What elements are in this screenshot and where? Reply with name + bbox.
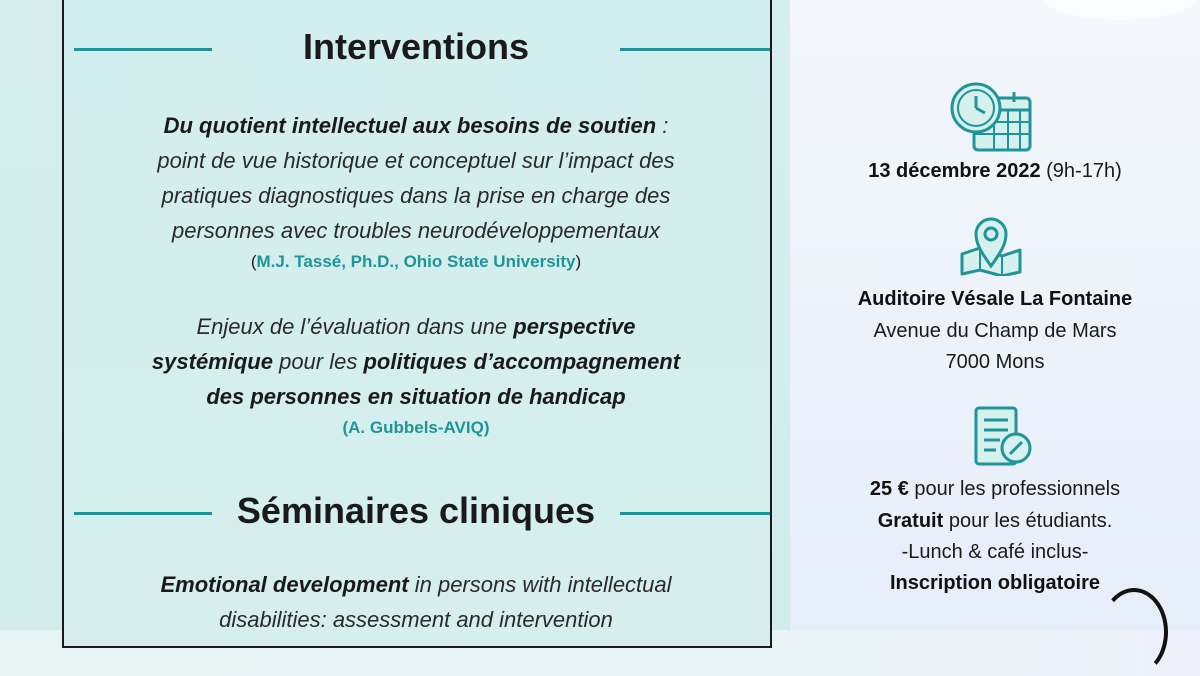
form-edit-icon <box>970 404 1036 468</box>
location-pin-icon <box>958 214 1024 276</box>
talk-1-title: Du quotient intellectuel aux besoins de soutien : <box>163 113 669 138</box>
clock-calendar-icon <box>948 80 1038 154</box>
lunch-included: -Lunch & café inclus- <box>901 541 1089 563</box>
seminar-1-line-2: disabilities: assessment and intervention <box>219 607 613 632</box>
talk-2 <box>62 309 770 442</box>
venue-name: Auditoire Vésale La Fontaine <box>857 288 1133 310</box>
seminar-1-line-1: Emotional development in persons with intellectual <box>160 572 672 597</box>
talk-1-line-1: point de vue historique et conceptuel sur l’impact des <box>157 148 675 173</box>
talk-2-line-1: Enjeux de l’évaluation dans une perspective <box>196 314 636 339</box>
talk-2-speaker: (A. Gubbels-AVIQ) <box>342 418 490 437</box>
talk-1-line-2: pratiques diagnostiques dans la prise en charge des <box>161 183 671 208</box>
price-professionals: 25 € pour les professionnels <box>869 478 1121 500</box>
venue-street: Avenue du Champ de Mars <box>873 320 1117 342</box>
interventions-title: Interventions <box>302 26 530 67</box>
registration-required: Inscription obligatoire <box>889 572 1100 594</box>
talk-1 <box>62 108 770 276</box>
talk-2-line-2: systémique pour les politiques d’accompagnement <box>151 349 681 374</box>
talk-2-line-3: des personnes en situation de handicap <box>206 384 626 409</box>
event-date: 13 décembre 2022 (9h-17h) <box>868 160 1122 182</box>
seminaires-title: Séminaires cliniques <box>236 490 596 531</box>
price-students: Gratuit pour les étudiants. <box>877 510 1113 532</box>
talk-1-line-3: personnes avec troubles neurodéveloppementaux <box>172 218 660 243</box>
seminar-1 <box>62 567 770 637</box>
decorative-arc <box>1100 588 1168 676</box>
talk-1-speaker: (M.J. Tassé, Ph.D., Ohio State University) <box>250 252 582 271</box>
venue-city: 7000 Mons <box>945 351 1045 373</box>
